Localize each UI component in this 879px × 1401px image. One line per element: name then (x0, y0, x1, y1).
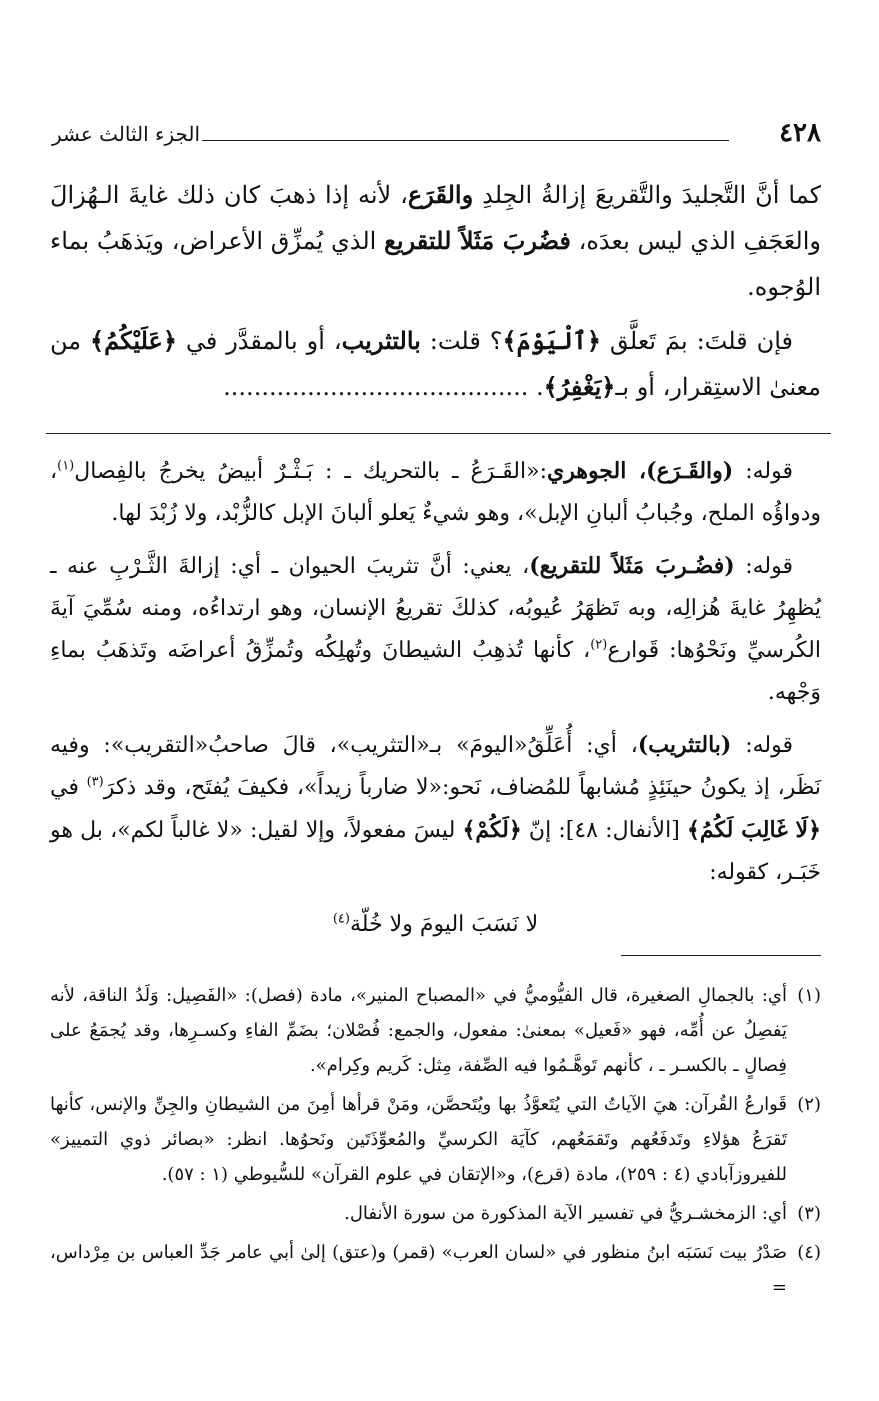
footnote-4: (٤)صَدْرُ بيت نَسَبَه ابنُ منظور في «لسان العرب» (قمر) و(عتق) إلىٰ أبي عامر جَدِّ العباس بن مِرْداس، = (50, 1235, 821, 1305)
footnote-3: (٣)أي: الزمخشـريُّ في تفسير الآية المذكورة من سورة الأنفال. (50, 1196, 821, 1231)
footnote-number: (٢) (797, 1094, 821, 1115)
main-paragraph-2: فإن قلتَ: بمَ تَعلَّق ﴿ٱلْيَوْمَ﴾؟ قلت: بالتثريب، أو بالمقدَّر في ﴿عَلَيْكُمُ﴾ من معنىٰ الاستِقرار، أو بـ﴿يَغْفِرُ﴾. ........................................ (50, 326, 821, 401)
footnote-ref-4[interactable]: (٤) (332, 911, 350, 927)
page-header (52, 118, 821, 158)
footnote-divider (621, 955, 821, 956)
footnote-ref-1[interactable]: (١) (57, 458, 75, 474)
page-number: ٤٢٨ (779, 118, 821, 148)
commentary-paragraph-3: قوله: (بالتثريب)، أي: أُعَلِّقُ«اليومَ» بـ«التثريب»، قالَ صاحبُ«التقريب»: وفيه نَظَر، إذ يكونُ حينَئِذٍ مُشابهاً للمُضاف، نَحو:«لا ضارباً زيداً»، فكيفَ يُفتَح، وقد ذكرَ$^{(٣)}$ في ﴿لَا غَالِبَ لَكُمُ﴾ [الأنفال: ٤٨]: إنّ ﴿لَكُمْ﴾ ليسَ مفعولاً، وإلا لقيل: «لا غالباً لكم»، بل هو خَبَـر، كقوله: (50, 732, 821, 885)
footnote-ref-2[interactable]: (٢) (590, 637, 608, 653)
main-text (50, 172, 821, 418)
footnote-number: (٣) (797, 1203, 821, 1224)
ellipsis-dots: ........................................ (223, 373, 529, 401)
footnote-number: (٤) (797, 1242, 821, 1263)
footnotes (50, 978, 821, 1309)
commentary-paragraph-2: قوله: (فضُـربَ مَثَلاً للتقريع)، يعني: أنَّ تثريبَ الحيوان ـ أي: إزالةَ الثَّـرْبِ عنه ـ يُظهِرُ غايةَ هُزالِه، وبه تَظهَرُ عُيوبُه، كذلكَ تقريعُ الإنسان، وهو ارتداءُه، ومنه سُمِّيَ آيةَ الكُرسيِّ ونَحْوُها: قَوارع$^{(٢)}$، كأنها تُذهِبُ الشيطانَ وتُهلِكُه وتُمزِّقُ أعراضَه وتَذهَبُ بماءِ وَجْهه. (50, 553, 821, 705)
footnote-1: (١)أي: بالجمالِ الصغيرة، قال الفيُّوميُّ في «المصباح المنير»، مادة (فصل): «الفَصِيل: وَلَدُ الناقة، لأنه يَفصِلُ عن أُمِّه، فهو «فَعيل» بمعنىٰ: مفعول، والجمع: فُصْلان؛ بضَمِّ الفاءِ وكسـرِها، وقد يُجمَعُ على فِصالٍ ـ بالكسـر ـ ، كأنهم تَوهَّـمُوا فيه الصِّفة، مِثل: كَريم وكِرام». (50, 978, 821, 1083)
header-rule (202, 140, 729, 141)
commentary (50, 450, 821, 956)
commentary-paragraph-1: قوله: (والقَـرَع)، الجوهري:«القَـرَعُ ـ بالتحريك ـ : بَـثْـرٌ أبيضُ يخرجُ بالفِصال$^{(١)}$، ودواؤُه الملح، وجُبابُ ألبانِ الإبل»، وهو شيءٌ يَعلو ألبانَ الإبل كالزُّبْد، ولا زُبْدَ لها. (50, 458, 821, 526)
footnote-2: (٢)قَوارعُ القُرآن: هيَ الآياتُ التي يُتَعوَّذُ بها ويُتَحصَّن، ومَنْ قرأها أمِنَ من الشيطانِ والجِنِّ والإنس، كأنها تَقرَعُ هؤلاءِ وتَدفَعُهم وتَقمَعُهم، كآيَة الكرسيِّ والمُعوِّذَتَين ونَحوُها. انظر: «بصائر ذوي التمييز» للفيروزآبادي (٤ : ٢٥٩)، مادة (قرع)، و«الإتقان في علوم القرآن» للسُّيوطي (١ : ٥٧). (50, 1087, 821, 1192)
footnote-ref-3[interactable]: (٣) (86, 774, 104, 790)
poetry-verse: لا نَسَبَ اليومَ ولا خُلّة$^{(٤)}$ (332, 911, 539, 937)
main-paragraph-1: كما أنَّ التَّجليدَ والتَّقريعَ إزالةُ الجِلدِ والقَرَع، لأنه إذا ذهبَ كان ذلك غايةَ الـهُزالَ والعَجَفِ الذي ليس بعدَه، فضُربَ مَثَلاً للتقريع الذي يُمزِّق الأعراض، ويَذهَبُ بماء الوُجوه. (50, 180, 821, 301)
volume-title: الجزء الثالث عشر (52, 122, 201, 146)
section-divider (46, 433, 831, 434)
footnote-number: (١) (797, 985, 821, 1006)
